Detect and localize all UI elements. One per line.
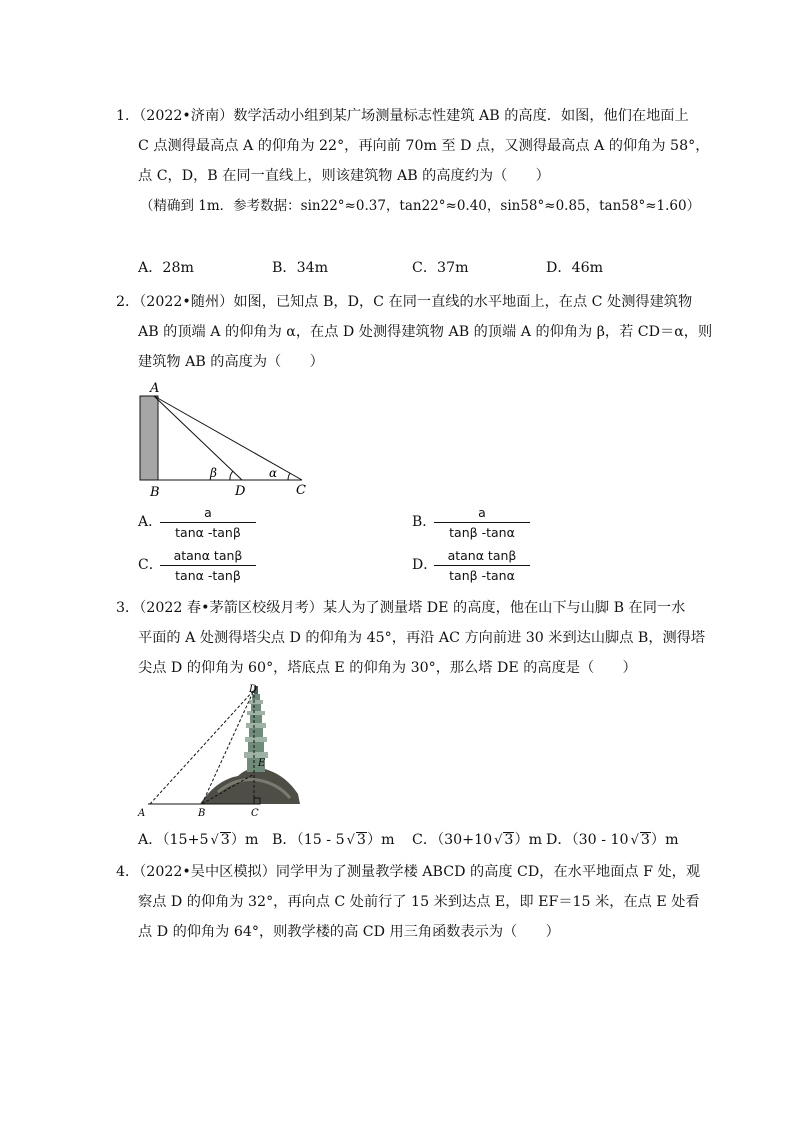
q2-option-c-label[interactable]: C． <box>138 557 163 573</box>
label-b: B <box>198 808 206 819</box>
label-b: B <box>150 485 160 500</box>
sight-line-ac <box>154 396 302 480</box>
label-e: E <box>258 758 266 769</box>
q4-line2: 察点 D 的仰角为 32°，再向点 C 处前行了 15 米到达点 E，即 EF＝15 米，在点 E 处看 <box>138 894 700 910</box>
q2-a-numerator: a <box>204 505 212 520</box>
q2-line2: AB 的顶端 A 的仰角为 α，在点 D 处测得建筑物 AB 的顶端 A 的仰角为 β，若 CD＝α，则 <box>138 324 713 340</box>
angle-beta-arc <box>230 471 233 480</box>
q2-option-b-label[interactable]: B． <box>412 514 437 530</box>
q2-option-d-fraction[interactable] <box>434 548 530 584</box>
q2-option-d-label[interactable]: D． <box>412 557 438 573</box>
q2-line3: 建筑物 AB 的高度为（ ） <box>138 354 324 370</box>
q3-line2: 平面的 A 处测得塔尖点 D 的仰角为 45°，再沿 AC 方向前进 30 米到达山脚点 B，测得塔 <box>138 630 706 646</box>
q3-figure <box>134 682 304 820</box>
q4-line3: 点 D 的仰角为 64°，则教学楼的高 CD 用三角函数表示为（ ） <box>138 924 560 940</box>
q2-d-numerator: atanα tanβ <box>447 548 517 563</box>
q2-c-numerator: atanα tanβ <box>173 548 243 563</box>
label-beta: β <box>210 466 217 480</box>
q1-line3: 点 C，D，B 在同一直线上，则该建筑物 AB 的高度约为（ ） <box>138 168 550 184</box>
q1-hint: （精确到 1m．参考数据：sin22°≈0.37，tan22°≈0.40，sin58°≈0.85，tan58°≈1.60） <box>140 198 701 214</box>
q2-option-a-fraction[interactable] <box>160 505 256 541</box>
q2-option-c-fraction[interactable] <box>160 548 256 584</box>
q2-b-numerator: a <box>478 505 486 520</box>
q2-line1: 2．（2022•随州）如图，已知点 B，D，C 在同一直线的水平地面上，在点 C 处测得建筑物 <box>116 294 693 310</box>
q2-c-denominator: tanα -tanβ <box>175 568 241 583</box>
q2-option-b-fraction[interactable] <box>434 505 530 541</box>
label-c: C <box>296 483 306 498</box>
q1-line1: 1．（2022•济南）数学活动小组到某广场测量标志性建筑 AB 的高度．如图，他们在地面上 <box>116 108 689 124</box>
label-c: C <box>251 808 259 819</box>
label-alpha: α <box>269 466 278 480</box>
q2-figure <box>130 378 320 500</box>
label-a: A <box>138 808 146 819</box>
label-d: D <box>235 484 246 499</box>
hill-image <box>200 768 300 804</box>
q3-option-b[interactable]: B．（15 - 5 √ 3）m <box>272 832 395 848</box>
q3-option-c[interactable]: C．（30+10 √ 3）m <box>412 832 543 848</box>
q2-b-denominator: tanβ -tanα <box>449 525 515 540</box>
q1-option-b[interactable]: B．34m <box>272 260 329 276</box>
q2-a-denominator: tanα -tanβ <box>175 525 241 540</box>
label-a: A <box>150 381 160 396</box>
q3-option-a[interactable]: A．（15+5 √ 3）m <box>138 832 259 848</box>
label-d: D <box>249 684 258 695</box>
q1-option-d[interactable]: D．46m <box>546 260 604 276</box>
building-ab <box>140 396 158 480</box>
q2-option-a-label[interactable]: A． <box>138 514 163 530</box>
q3-line3: 尖点 D 的仰角为 60°，塔底点 E 的仰角为 30°，那么塔 DE 的高度是（ ） <box>138 660 637 676</box>
q1-line2: C 点测得最高点 A 的仰角为 22°，再向前 70m 至 D 点，又测得最高点 A 的仰角为 58°， <box>138 138 710 154</box>
q4-line1: 4．（2022•吴中区模拟）同学甲为了测量教学楼 ABCD 的高度 CD，在水平地面点 F 处，观 <box>116 864 701 880</box>
angle-alpha-arc <box>288 473 290 480</box>
q3-option-d[interactable]: D．（30 - 10 √ 3）m <box>546 832 679 848</box>
q2-d-denominator: tanβ -tanα <box>449 568 515 583</box>
q1-option-a[interactable]: A．28m <box>138 260 194 276</box>
q3-line1: 3．（2022 春•茅箭区校级月考）某人为了测量塔 DE 的高度，他在山下与山脚 B 在同一水 <box>116 600 686 616</box>
q1-option-c[interactable]: C．37m <box>412 260 469 276</box>
